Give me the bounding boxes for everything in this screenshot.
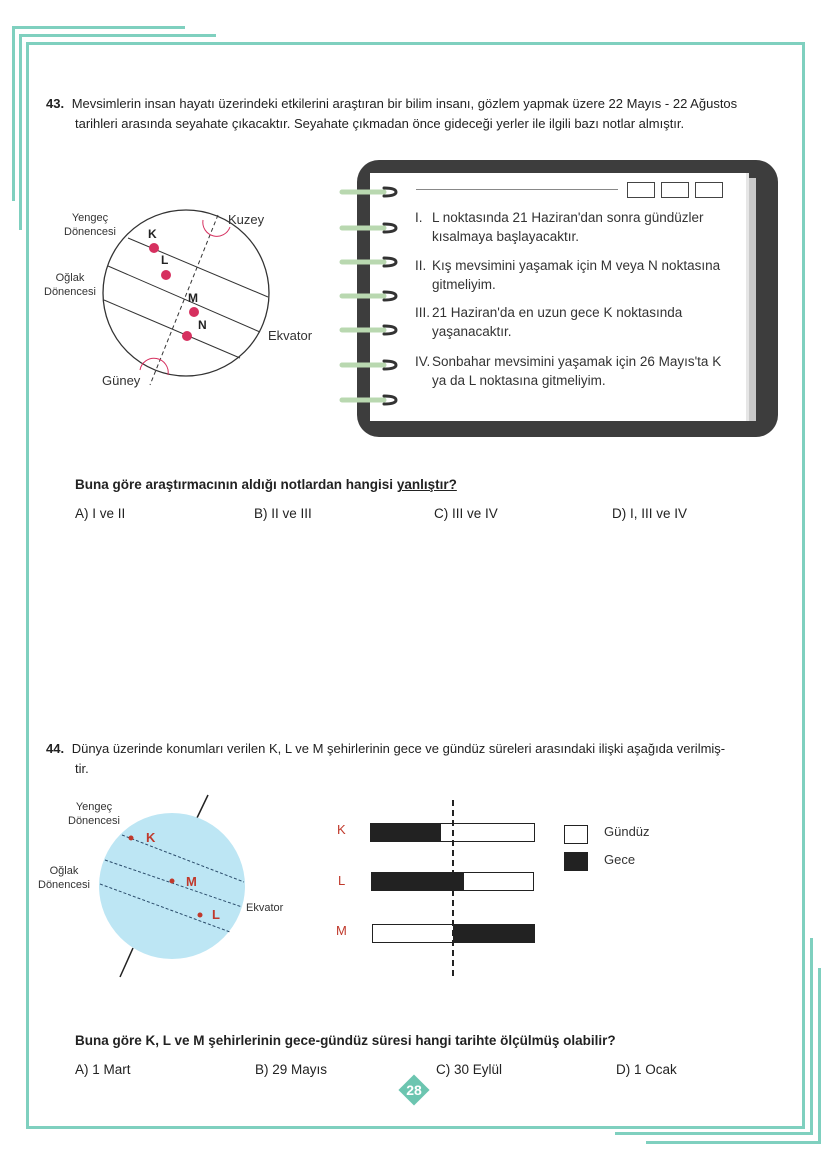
notebook-spiral-rings <box>338 184 402 408</box>
q43-point-m-label: M <box>188 291 198 305</box>
legend-night-label: Gece <box>604 852 636 867</box>
legend-day-label: Gündüz <box>604 824 650 839</box>
q43-stem <box>46 94 786 134</box>
frame-mid-bottom <box>615 1132 813 1135</box>
q43-text-line1: Mevsimlerin insan hayatı üzerindeki etkilerini araştıran bir bilim insanı, gözlem yapmak üzere 22 Mayıs - 22 Ağustos <box>71 96 738 111</box>
notebook-header-box-3 <box>695 182 723 198</box>
q43-point-m <box>189 307 199 317</box>
note-item-1: I. L noktasında 21 Haziran'dan sonra gündüzler kısalmaya başlayacaktır. <box>415 210 704 244</box>
note-roman-3: III. <box>415 305 431 320</box>
frame-mid-right <box>810 938 813 1133</box>
q44-label-ekvator: Ekvator <box>246 902 284 914</box>
bar-k-night <box>371 824 441 841</box>
q44-question: Buna göre K, L ve M şehirlerinin gece-gündüz süresi hangi tarihte ölçülmüş olabilir? <box>75 1033 616 1048</box>
note-item-3: III. 21 Haziran'da en uzun gece K noktasında yaşanacaktır. <box>415 305 683 339</box>
frame-mid-left <box>19 34 22 230</box>
q43-point-l <box>161 270 171 280</box>
q43-label-oglak: Oğlak Dönencesi <box>44 272 96 298</box>
notebook-header-line <box>416 189 618 190</box>
bar-label-l: L <box>338 873 346 888</box>
q43-point-k <box>149 243 159 253</box>
q43-point-n <box>182 331 192 341</box>
frame-mid-top <box>19 34 216 37</box>
q44-label-oglak: Oğlak Dönencesi <box>38 865 90 891</box>
bar-midline <box>452 800 454 976</box>
q44-text-line1: Dünya üzerinde konumları verilen K, L ve M şehirlerinin gece ve gündüz süreleri arasındaki ilişki aşağıda verilmiş- <box>71 741 726 756</box>
q43-number: 43. <box>46 96 65 111</box>
q43-option-b[interactable]: B) II ve III <box>254 506 312 521</box>
q44-option-a[interactable]: A) 1 Mart <box>75 1062 131 1077</box>
legend-night-swatch <box>564 852 588 871</box>
note-item-4: IV. Sonbahar mevsimini yaşamak için 26 Mayıs'ta K ya da L noktasına gitmeliyim. <box>415 354 722 388</box>
note-roman-2: II. <box>415 258 427 273</box>
legend-day-swatch <box>564 825 588 844</box>
page-number: 28 <box>406 1082 422 1098</box>
note-item-2: II. Kış mevsimini yaşamak için M veya N noktasına gitmeliyim. <box>415 258 721 292</box>
q44-text-line2: tir. <box>75 761 89 776</box>
notebook-header-box-2 <box>661 182 689 198</box>
q43-label-guney: Güney <box>102 373 141 388</box>
q44-stem <box>46 739 796 779</box>
q44-number: 44. <box>46 741 65 756</box>
q43-option-a[interactable]: A) I ve II <box>75 506 126 521</box>
bar-label-m: M <box>336 923 347 938</box>
bar-m-day <box>373 925 453 942</box>
q43-point-l-label: L <box>161 253 169 267</box>
q44-option-c[interactable]: C) 30 Eylül <box>436 1062 503 1077</box>
q43-label-kuzey: Kuzey <box>228 212 265 227</box>
q43-option-d[interactable]: D) I, III ve IV <box>612 506 688 521</box>
notebook-header-box-1 <box>627 182 655 198</box>
q44-point-m-label: M <box>186 874 197 889</box>
note-roman-1: I. <box>415 210 423 225</box>
q44-option-b[interactable]: B) 29 Mayıs <box>255 1062 328 1077</box>
q43-point-n-label: N <box>198 318 207 332</box>
q43-text-line2: tarihleri arasında seyahate çıkacaktır. Seyahate çıkmadan önce gideceği yerler ile ilgili bazı notlar almıştır. <box>75 116 685 131</box>
q44-option-d[interactable]: D) 1 Ocak <box>616 1062 677 1077</box>
q43-question: Buna göre araştırmacının aldığı notlardan hangisi yanlıştır? <box>75 477 457 492</box>
q43-option-c[interactable]: C) III ve IV <box>434 506 498 521</box>
q44-label-yengec: Yengeç Dönencesi <box>68 801 120 827</box>
q43-label-ekvator: Ekvator <box>268 328 313 343</box>
frame-outer-top <box>12 26 185 29</box>
q43-label-yengec: Yengeç Dönencesi <box>64 212 116 238</box>
bar-l-night <box>372 873 464 890</box>
frame-outer-bottom <box>646 1141 821 1144</box>
q44-point-k-label: K <box>146 830 156 845</box>
q43-question-emphasis: yanlıştır? <box>396 477 457 492</box>
q44-point-l-label: L <box>212 907 220 922</box>
note-roman-4: IV. <box>415 354 431 369</box>
bar-label-k: K <box>337 822 346 837</box>
q43-point-k-label: K <box>148 227 157 241</box>
frame-outer-left <box>12 26 15 201</box>
page-number-badge <box>399 1075 429 1105</box>
frame-outer-right <box>818 968 821 1143</box>
